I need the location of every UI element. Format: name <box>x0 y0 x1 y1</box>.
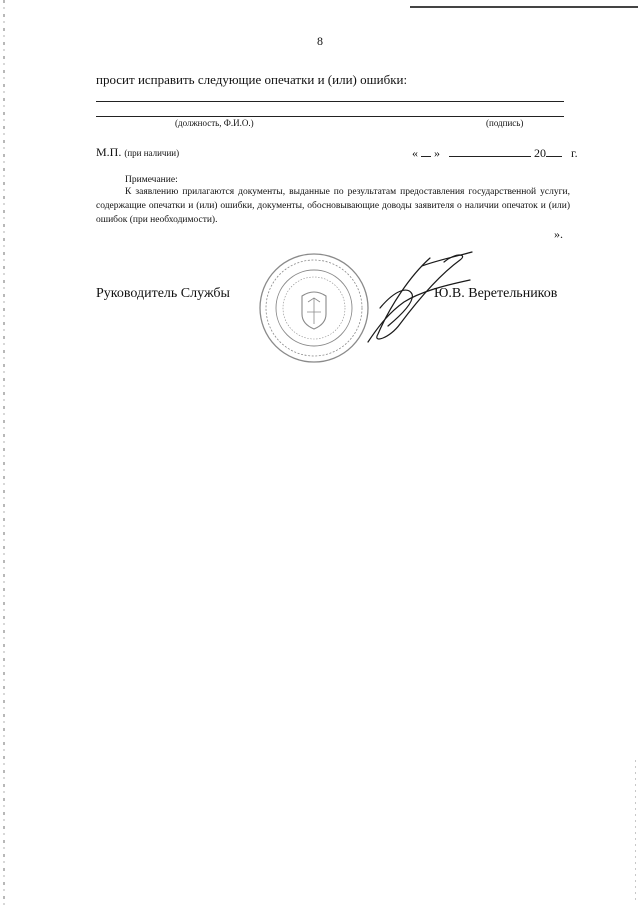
date-field <box>412 145 578 161</box>
stamp-place-note: (при наличии) <box>124 148 180 158</box>
caption-position-name: (должность, Ф.И.О.) <box>175 118 254 128</box>
stamp-place-label <box>96 145 179 160</box>
date-open-quote: « <box>412 146 418 160</box>
day-blank <box>421 145 431 157</box>
scan-edge-right <box>635 760 636 900</box>
year-blank <box>546 145 562 157</box>
signer-name: Ю.В. Веретельников <box>434 286 558 301</box>
year-suffix: г. <box>571 146 578 160</box>
year-prefix: 20 <box>534 146 546 160</box>
stamp-place-mp: М.П. <box>96 145 122 159</box>
fill-line-1 <box>96 101 564 102</box>
date-close-quote: » <box>434 146 440 160</box>
signer-title: Руководитель Службы <box>96 286 230 301</box>
scan-edge-left <box>3 0 5 905</box>
page-number: 8 <box>317 34 323 48</box>
fill-line-2 <box>96 116 564 117</box>
note-title: Примечание: <box>125 175 178 185</box>
top-rule <box>410 6 638 8</box>
closing-quote: ». <box>554 227 563 241</box>
month-blank <box>449 145 531 157</box>
note-body: К заявлению прилагаются документы, выданные по результатам предоставления государственной услуги, содержащие опечатки и (или) ошибки, документы, обосновывающие доводы заявителя о наличии опечаток и (или) ошибок (при необходимости). <box>96 187 570 225</box>
caption-signature: (подпись) <box>486 118 524 128</box>
official-seal <box>258 252 370 364</box>
intro-text: просит исправить следующие опечатки и (или) ошибки: <box>96 72 408 87</box>
